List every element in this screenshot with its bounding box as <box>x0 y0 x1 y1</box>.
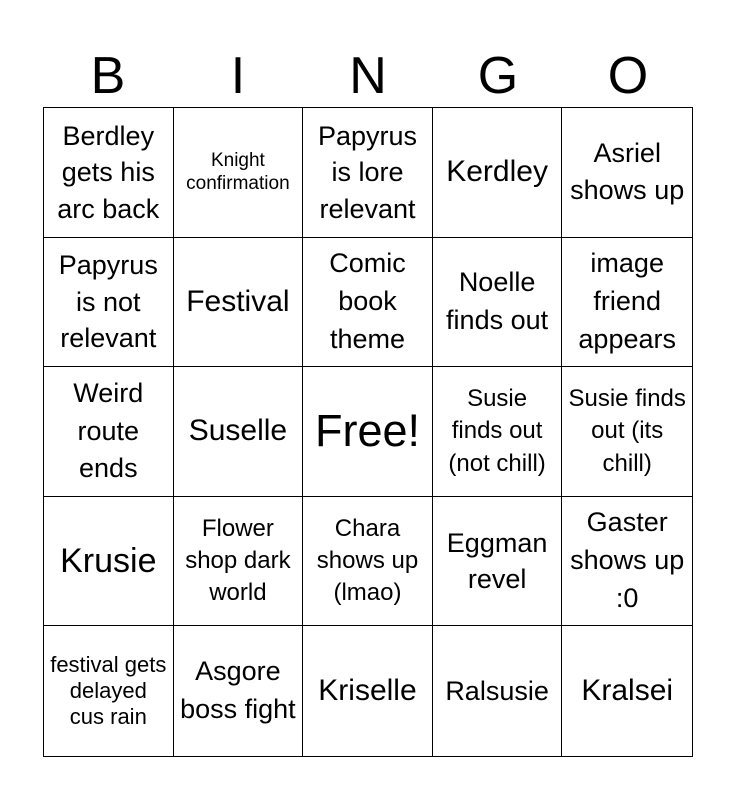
cell-text: Flower shop dark world <box>185 514 291 607</box>
header-letter-i: I <box>230 47 246 105</box>
free-space-cell[interactable] <box>303 367 433 497</box>
bingo-board <box>43 107 693 757</box>
cell-text: Kralsei <box>581 674 674 708</box>
header-letter-g: G <box>477 47 519 105</box>
cell-text: Festival <box>186 284 290 318</box>
cell-text: Knight confirmation <box>186 149 290 195</box>
cell-text: Weird route ends <box>73 377 144 484</box>
bingo-cell[interactable] <box>174 367 304 497</box>
header-letter-b: B <box>90 47 126 105</box>
bingo-cell[interactable] <box>562 626 692 756</box>
bingo-cell[interactable] <box>303 108 433 238</box>
cell-text: Asriel shows up <box>570 137 685 206</box>
bingo-cell[interactable] <box>174 238 304 368</box>
bingo-cell[interactable] <box>433 367 563 497</box>
bingo-cell[interactable] <box>433 497 563 627</box>
cell-text: Kerdley <box>446 155 548 189</box>
cell-text: Berdley gets his arc back <box>57 120 160 224</box>
cell-text: Eggman revel <box>446 527 548 595</box>
bingo-cell[interactable] <box>303 238 433 368</box>
bingo-cell[interactable] <box>44 497 174 627</box>
cell-text: Krusie <box>60 541 157 580</box>
cell-text: Comic book theme <box>329 248 406 354</box>
cell-text: image friend appears <box>578 248 676 354</box>
cell-text: Papyrus is lore relevant <box>317 120 418 224</box>
bingo-cell[interactable] <box>174 108 304 238</box>
bingo-cell[interactable] <box>562 108 692 238</box>
free-space-text: Free! <box>314 405 420 457</box>
cell-text: Kriselle <box>318 674 417 708</box>
bingo-cell[interactable] <box>562 497 692 627</box>
bingo-header <box>43 44 693 108</box>
cell-text: Chara shows up (lmao) <box>316 514 419 607</box>
bingo-cell[interactable] <box>44 238 174 368</box>
bingo-cell[interactable] <box>433 108 563 238</box>
cell-text: Susie finds out (its chill) <box>568 384 686 477</box>
cell-text: Suselle <box>188 414 288 448</box>
bingo-cell[interactable] <box>174 497 304 627</box>
bingo-cell[interactable] <box>433 626 563 756</box>
bingo-cell[interactable] <box>303 497 433 627</box>
cell-text: Gaster shows up :0 <box>570 507 685 613</box>
bingo-cell[interactable] <box>433 238 563 368</box>
cell-text: Papyrus is not relevant <box>58 250 158 354</box>
header-letter-o: O <box>607 47 649 105</box>
bingo-cell[interactable] <box>562 367 692 497</box>
header-letter-n: N <box>349 47 387 105</box>
cell-text: Asgore boss fight <box>180 656 296 725</box>
bingo-cell[interactable] <box>44 108 174 238</box>
bingo-cell[interactable] <box>562 238 692 368</box>
bingo-cell[interactable] <box>44 367 174 497</box>
cell-text: Noelle finds out <box>446 267 549 335</box>
cell-text: Susie finds out (not chill) <box>448 384 546 477</box>
bingo-cell[interactable] <box>303 626 433 756</box>
cell-text: festival gets delayed cus rain <box>50 651 167 730</box>
bingo-cell[interactable] <box>44 626 174 756</box>
cell-text: Ralsusie <box>445 675 549 706</box>
bingo-cell[interactable] <box>174 626 304 756</box>
